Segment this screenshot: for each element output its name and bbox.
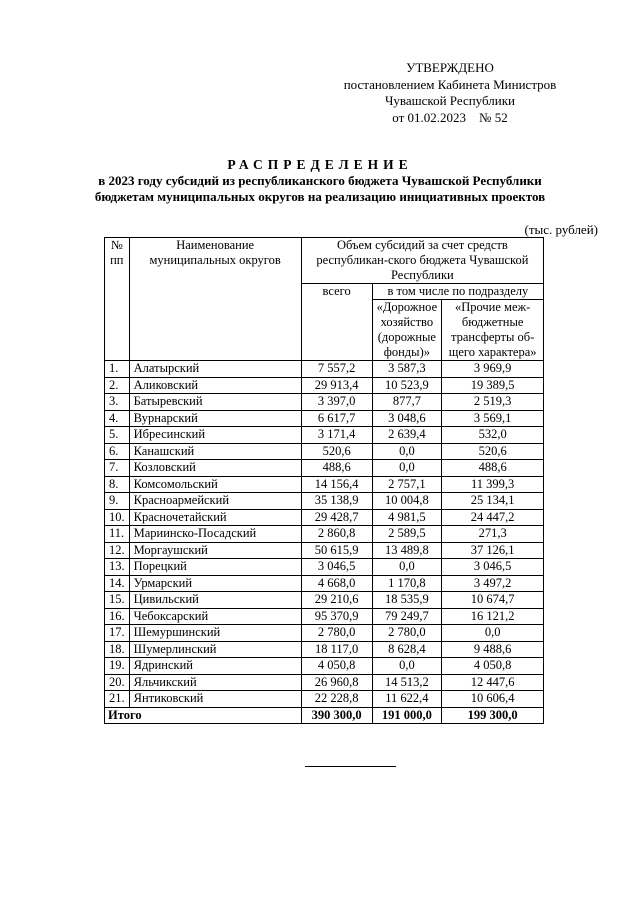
row-num: 6. — [105, 443, 130, 460]
row-road: 11 622,4 — [372, 691, 442, 708]
table-row — [105, 625, 544, 642]
row-num: 18. — [105, 641, 130, 658]
row-road: 10 004,8 — [372, 493, 442, 510]
row-num: 15. — [105, 592, 130, 609]
table-row — [105, 592, 544, 609]
row-other: 19 389,5 — [442, 377, 544, 394]
row-num: 13. — [105, 559, 130, 576]
approval-line-date: от 01.02.2023 № 52 — [392, 109, 508, 125]
approval-stamp — [300, 60, 600, 126]
table-row — [105, 410, 544, 427]
row-road: 10 523,9 — [372, 377, 442, 394]
row-road: 18 535,9 — [372, 592, 442, 609]
table-row — [105, 509, 544, 526]
row-other: 0,0 — [442, 625, 544, 642]
approval-line-republic: Чувашской Республики — [384, 93, 516, 108]
row-name: Янтиковский — [129, 691, 301, 708]
row-num: 9. — [105, 493, 130, 510]
row-total: 2 780,0 — [301, 625, 372, 642]
table-row — [105, 361, 544, 378]
table-row — [105, 427, 544, 444]
row-total: 29 428,7 — [301, 509, 372, 526]
distribution-table — [104, 237, 544, 724]
row-total: 26 960,8 — [301, 674, 372, 691]
row-total: 3 397,0 — [301, 394, 372, 411]
approval-line-resolution: постановлением Кабинета Министров — [343, 76, 557, 92]
row-road: 2 589,5 — [372, 526, 442, 543]
row-num: 2. — [105, 377, 130, 394]
header-num: № пп — [105, 238, 130, 361]
row-road: 3 587,3 — [372, 361, 442, 378]
row-total: 50 615,9 — [301, 542, 372, 559]
row-name: Алатырский — [129, 361, 301, 378]
row-num: 12. — [105, 542, 130, 559]
row-num: 17. — [105, 625, 130, 642]
title-heading: РАСПРЕДЕЛЕНИЕ — [227, 157, 413, 172]
row-road: 0,0 — [372, 460, 442, 477]
row-road: 0,0 — [372, 443, 442, 460]
table-row — [105, 691, 544, 708]
table-row — [105, 526, 544, 543]
row-num: 4. — [105, 410, 130, 427]
row-road: 3 048,6 — [372, 410, 442, 427]
row-name: Яльчикский — [129, 674, 301, 691]
header-incl: в том числе по подразделу — [372, 284, 544, 300]
header-other: «Прочие меж-бюджетные трансферты об-щего характера» — [442, 300, 544, 361]
row-total: 14 156,4 — [301, 476, 372, 493]
row-name: Моргаушский — [129, 542, 301, 559]
row-num: 11. — [105, 526, 130, 543]
row-other: 520,6 — [442, 443, 544, 460]
row-total: 3 046,5 — [301, 559, 372, 576]
row-total: 18 117,0 — [301, 641, 372, 658]
row-num: 7. — [105, 460, 130, 477]
row-total: 29 210,6 — [301, 592, 372, 609]
table-row — [105, 394, 544, 411]
row-other: 3 569,1 — [442, 410, 544, 427]
row-other: 488,6 — [442, 460, 544, 477]
table-row — [105, 493, 544, 510]
row-name: Красноармейский — [129, 493, 301, 510]
row-road: 2 639,4 — [372, 427, 442, 444]
row-other: 10 674,7 — [442, 592, 544, 609]
row-other: 10 606,4 — [442, 691, 544, 708]
total-label: Итого — [105, 707, 302, 724]
total-row — [105, 707, 544, 724]
table-row — [105, 377, 544, 394]
row-total: 22 228,8 — [301, 691, 372, 708]
row-total: 488,6 — [301, 460, 372, 477]
table-row — [105, 674, 544, 691]
row-name: Ядринский — [129, 658, 301, 675]
row-name: Цивильский — [129, 592, 301, 609]
row-num: 20. — [105, 674, 130, 691]
row-name: Батыревский — [129, 394, 301, 411]
row-other: 16 121,2 — [442, 608, 544, 625]
approval-line-approved: УТВЕРЖДЕНО — [406, 60, 494, 75]
row-num: 5. — [105, 427, 130, 444]
row-name: Чебоксарский — [129, 608, 301, 625]
row-num: 19. — [105, 658, 130, 675]
row-road: 8 628,4 — [372, 641, 442, 658]
table-row — [105, 559, 544, 576]
row-road: 13 489,8 — [372, 542, 442, 559]
row-total: 2 860,8 — [301, 526, 372, 543]
row-road: 877,7 — [372, 394, 442, 411]
row-total: 6 617,7 — [301, 410, 372, 427]
row-num: 1. — [105, 361, 130, 378]
row-road: 14 513,2 — [372, 674, 442, 691]
row-name: Аликовский — [129, 377, 301, 394]
table-row — [105, 641, 544, 658]
table-row — [105, 608, 544, 625]
row-other: 24 447,2 — [442, 509, 544, 526]
row-name: Вурнарский — [129, 410, 301, 427]
table-row — [105, 460, 544, 477]
header-road: «Дорожное хозяйство (дорожные фонды)» — [372, 300, 442, 361]
row-other: 11 399,3 — [442, 476, 544, 493]
row-other: 532,0 — [442, 427, 544, 444]
row-total: 520,6 — [301, 443, 372, 460]
row-road: 2 780,0 — [372, 625, 442, 642]
row-other: 3 046,5 — [442, 559, 544, 576]
title-line-2: бюджетам муниципальных округов на реализацию инициативных проектов — [94, 189, 546, 204]
header-total: всего — [301, 284, 372, 361]
total-road: 191 000,0 — [372, 707, 442, 724]
table-row — [105, 575, 544, 592]
row-other: 2 519,3 — [442, 394, 544, 411]
row-name: Мариинско-Посадский — [129, 526, 301, 543]
row-total: 4 050,8 — [301, 658, 372, 675]
table-row — [105, 476, 544, 493]
table-row — [105, 658, 544, 675]
row-road: 1 170,8 — [372, 575, 442, 592]
row-road: 79 249,7 — [372, 608, 442, 625]
table-row — [105, 542, 544, 559]
row-other: 3 497,2 — [442, 575, 544, 592]
row-num: 8. — [105, 476, 130, 493]
total-other: 199 300,0 — [442, 707, 544, 724]
row-total: 29 913,4 — [301, 377, 372, 394]
row-other: 4 050,8 — [442, 658, 544, 675]
row-num: 10. — [105, 509, 130, 526]
row-name: Порецкий — [129, 559, 301, 576]
row-other: 9 488,6 — [442, 641, 544, 658]
row-other: 3 969,9 — [442, 361, 544, 378]
row-total: 3 171,4 — [301, 427, 372, 444]
header-volume: Объем субсидий за счет средств республикан-ского бюджета Чувашской Республики — [301, 238, 544, 284]
row-name: Канашский — [129, 443, 301, 460]
row-other: 12 447,6 — [442, 674, 544, 691]
row-total: 95 370,9 — [301, 608, 372, 625]
row-name: Красночетайский — [129, 509, 301, 526]
row-name: Козловский — [129, 460, 301, 477]
row-num: 21. — [105, 691, 130, 708]
row-total: 4 668,0 — [301, 575, 372, 592]
document-title — [40, 157, 600, 205]
row-name: Ибресинский — [129, 427, 301, 444]
row-num: 3. — [105, 394, 130, 411]
row-name: Комсомольский — [129, 476, 301, 493]
row-road: 0,0 — [372, 658, 442, 675]
row-other: 271,3 — [442, 526, 544, 543]
row-name: Шумерлинский — [129, 641, 301, 658]
row-other: 25 134,1 — [442, 493, 544, 510]
row-total: 35 138,9 — [301, 493, 372, 510]
table-row — [105, 443, 544, 460]
row-num: 14. — [105, 575, 130, 592]
row-road: 0,0 — [372, 559, 442, 576]
row-other: 37 126,1 — [442, 542, 544, 559]
title-line-1: в 2023 году субсидий из республиканского бюджета Чувашской Республики — [98, 173, 542, 188]
row-road: 2 757,1 — [372, 476, 442, 493]
total-sum: 390 300,0 — [301, 707, 372, 724]
units-label: (тыс. рублей) — [524, 222, 598, 237]
row-name: Урмарский — [129, 575, 301, 592]
row-name: Шемуршинский — [129, 625, 301, 642]
row-road: 4 981,5 — [372, 509, 442, 526]
header-name: Наименование муниципальных округов — [129, 238, 301, 361]
closing-rule — [305, 766, 396, 767]
row-total: 7 557,2 — [301, 361, 372, 378]
row-num: 16. — [105, 608, 130, 625]
